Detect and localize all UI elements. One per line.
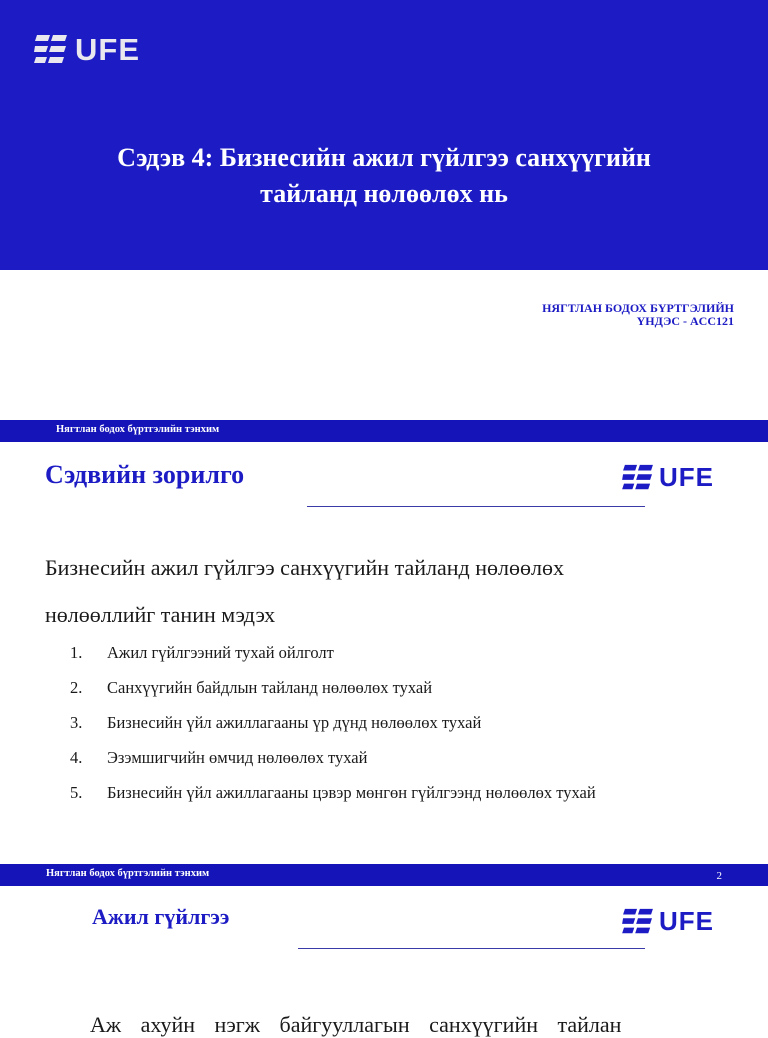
body-text-partial: Аж ахуйн нэгж байгууллагын санхүүгийн тайлан <box>90 1012 622 1037</box>
slide-title <box>40 140 728 212</box>
title-slide-header <box>0 0 768 270</box>
ufe-logo-text: UFE <box>75 32 140 67</box>
page-number: 2 <box>716 870 722 882</box>
ufe-logo-mark-icon <box>622 464 654 492</box>
list-item <box>70 782 596 817</box>
list-item-number: 4. <box>70 748 83 767</box>
ufe-logo-text: UFE <box>659 462 714 492</box>
slide-heading: Ажил гүйлгээ <box>92 904 230 929</box>
ufe-logo-mark-icon <box>622 908 654 936</box>
list-item <box>70 677 596 712</box>
ufe-logo <box>622 906 714 937</box>
course-label <box>542 302 734 328</box>
list-item-number: 1. <box>70 643 83 662</box>
ufe-logo-mark-icon <box>34 33 68 67</box>
objective-intro <box>45 544 735 638</box>
ufe-logo-text: UFE <box>659 906 714 936</box>
slide-heading: Сэдвийн зорилго <box>45 460 245 489</box>
slide-footer-bar <box>0 420 768 442</box>
list-item-text: Ажил гүйлгээний тухай ойлголт <box>107 643 334 662</box>
course-label-line-1: НЯГТЛАН БОДОХ БҮРТГЭЛИЙН <box>542 301 734 315</box>
objective-intro-line-2: нөлөөллийг танин мэдэх <box>45 602 276 627</box>
ufe-logo <box>34 32 140 68</box>
heading-divider <box>298 948 645 949</box>
slide-footer-bar <box>0 864 768 886</box>
list-item-text: Эзэмшигчийн өмчид нөлөөлөх тухай <box>107 748 368 767</box>
heading-divider <box>307 506 645 507</box>
slide-title-line-2: тайланд нөлөөлөх нь <box>260 179 508 208</box>
department-name: Нягтлан бодох бүртгэлийн тэнхим <box>56 424 220 435</box>
list-item-text: Бизнесийн үйл ажиллагааны цэвэр мөнгөн гүйлгээнд нөлөөлөх тухай <box>107 783 596 802</box>
ufe-logo <box>622 462 714 493</box>
list-item-number: 3. <box>70 713 83 732</box>
list-item-number: 2. <box>70 678 83 697</box>
objectives-list <box>70 642 596 817</box>
list-item-text: Санхүүгийн байдлын тайланд нөлөөлөх тухай <box>107 678 433 697</box>
department-name: Нягтлан бодох бүртгэлийн тэнхим <box>46 868 210 879</box>
objective-intro-line-1: Бизнесийн ажил гүйлгээ санхүүгийн тайланд нөлөөлөх <box>45 555 564 580</box>
list-item <box>70 747 596 782</box>
list-item-text: Бизнесийн үйл ажиллагааны үр дүнд нөлөөлөх тухай <box>107 713 482 732</box>
course-label-line-2: ҮНДЭС - ACC121 <box>636 314 734 328</box>
slide-title-line-1: Сэдэв 4: Бизнесийн ажил гүйлгээ санхүүгийн <box>117 143 651 172</box>
list-item <box>70 712 596 747</box>
list-item-number: 5. <box>70 783 83 802</box>
list-item <box>70 642 596 677</box>
